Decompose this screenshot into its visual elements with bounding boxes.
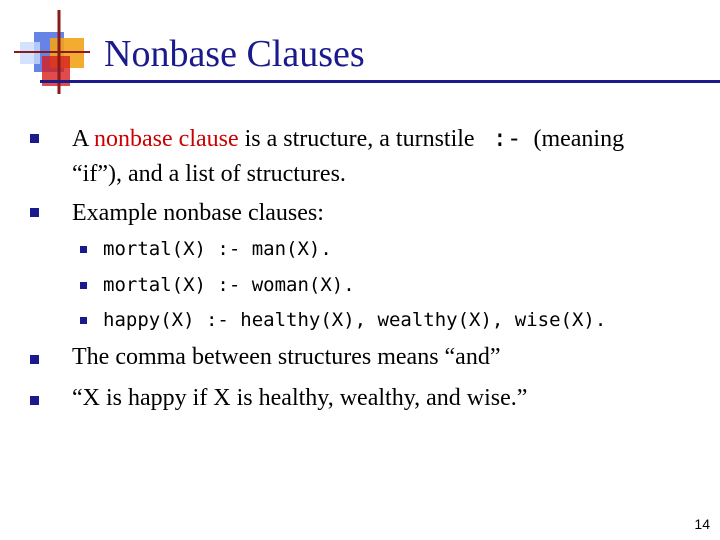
example-clause-1: mortal(X) :- man(X). — [103, 238, 332, 260]
title-divider — [40, 80, 720, 83]
page-number: 14 — [694, 516, 710, 532]
bullet-4-text: “X is happy if X is healthy, wealthy, and wise.” — [72, 385, 528, 411]
sub-bullet-icon — [80, 246, 87, 253]
bullet-icon — [30, 134, 39, 143]
bullet-1-line-2: “if”), and a list of structures. — [72, 161, 346, 187]
example-clause-2: mortal(X) :- woman(X). — [103, 274, 355, 296]
slide-title: Nonbase Clauses — [104, 33, 365, 75]
bullet-3-text: The comma between structures means “and” — [72, 344, 501, 370]
sub-bullet-icon — [80, 282, 87, 289]
turnstile-token: :- — [492, 124, 522, 152]
bullet-2-text: Example nonbase clauses: — [72, 200, 324, 226]
bullet-1-line-1 — [72, 124, 624, 153]
bullet-icon — [30, 208, 39, 217]
bullet-1-pre: A — [72, 126, 95, 152]
bullet-icon — [30, 355, 39, 364]
bullet-icon — [30, 396, 39, 405]
bullet-1-post: (meaning — [527, 126, 625, 152]
bullet-1-mid: is a structure, a turnstile — [238, 126, 481, 152]
nonbase-clause-term: nonbase clause — [94, 126, 239, 152]
example-clause-3: happy(X) :- healthy(X), wealthy(X), wise(X). — [103, 309, 607, 331]
sub-bullet-icon — [80, 317, 87, 324]
